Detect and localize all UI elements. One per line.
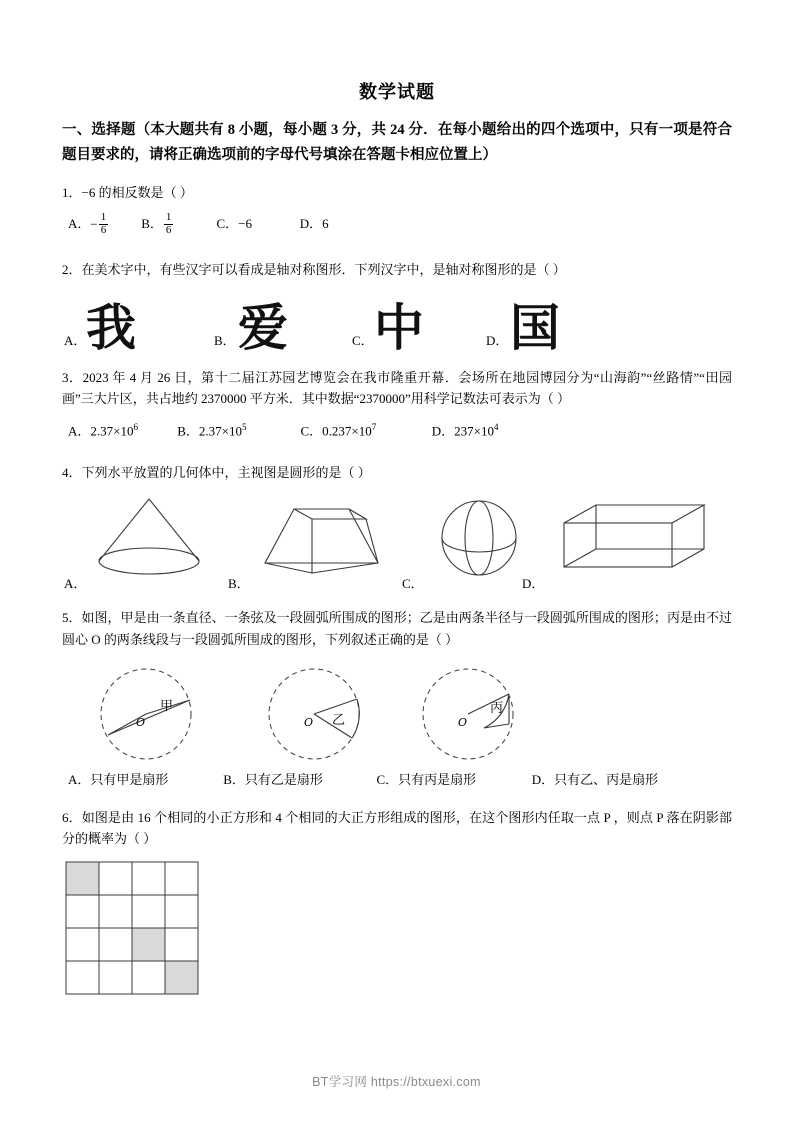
hanzi-zhong: 中 <box>374 298 424 357</box>
circle-figure-yi <box>252 662 382 766</box>
frustum-icon <box>254 497 389 577</box>
option-3-D: D．$237\times 10^4$ <box>431 421 499 438</box>
question-5-number: 5． <box>62 610 82 626</box>
question-1-options <box>62 213 732 237</box>
cuboid-icon <box>560 503 710 577</box>
option-5-B: B．只有乙是扇形 <box>223 772 323 788</box>
svg-text:丙: 丙 <box>490 701 504 717</box>
svg-text:O: O <box>458 716 468 730</box>
question-6 <box>62 807 732 850</box>
option-2-C-label: C． <box>352 332 374 348</box>
document-content <box>62 0 732 1010</box>
svg-text:O: O <box>304 716 314 730</box>
hanzi-ai: 爱 <box>238 298 288 357</box>
svg-text:甲: 甲 <box>160 699 174 715</box>
option-5-D: D．只有乙、丙是扇形 <box>531 772 659 788</box>
question-1 <box>62 182 732 203</box>
option-4-A-label: A． <box>64 576 87 592</box>
hanzi-wo: 我 <box>86 298 136 357</box>
question-4-figure <box>62 489 732 593</box>
question-2 <box>62 259 732 280</box>
question-3-number: 3． <box>62 369 83 385</box>
section-heading: 一、选择题（本大题共有 8 小题，每小题 3 分，共 24 分．在每小题给出的四个选项中，只有一项是符合题目要求的，请将正确选项前的字母代号填涂在答题卡相应位置上） <box>62 122 732 164</box>
svg-text:O: O <box>136 716 146 730</box>
question-3 <box>62 367 732 410</box>
question-5-text: 如图，甲是由一条直径、一条弦及一段圆弧所围成的图形；乙是由两条半径与一段圆弧所围成的图形；丙是由不过圆心 O 的两条线段与一段圆弧所围成的图形，下列叙述正确的是（ ） <box>62 610 732 647</box>
option-3-A: A．$2.37\times 10^6$ <box>68 421 138 438</box>
question-1-text: −6 的相反数是（ ） <box>81 184 193 200</box>
question-4-text: 下列水平放置的几何体中，主视图是圆形的是（ ） <box>81 464 371 480</box>
question-2-figure <box>62 287 732 357</box>
question-2-number: 2． <box>62 262 82 278</box>
option-2-B-label: B． <box>214 332 236 348</box>
option-4-B-label: B． <box>228 576 250 592</box>
fraction-one-sixth: $\frac{1}{6}$ <box>165 211 172 236</box>
watermark: BT学习网 https://btxuexi.com <box>312 1075 481 1089</box>
question-5-options <box>62 770 732 791</box>
question-2-text: 在美术字中，有些汉字可以看成是轴对称图形．下列汉字中，是轴对称图形的是（ ） <box>81 262 566 278</box>
option-1-D: D．6 <box>299 216 329 232</box>
option-1-A: A．− $\frac{1}{6}$ <box>68 211 107 236</box>
square-grid-icon <box>64 860 200 998</box>
circle-figure-jia <box>84 662 214 766</box>
option-1-C: C．−6 <box>216 216 253 232</box>
question-6-number: 6． <box>62 809 82 825</box>
option-2-D-label: D． <box>486 332 509 348</box>
cone-icon <box>90 493 208 579</box>
question-6-text: 如图是由 16 个相同的小正方形和 4 个相同的大正方形组成的图形，在这个图形内任取一点 P ，则点 P 落在阴影部分的概率为（ ） <box>62 809 732 847</box>
question-6-figure <box>62 860 732 1010</box>
option-3-C: C．$0.237\times 10^7$ <box>300 421 377 438</box>
option-1-B: B． $\frac{1}{6}$ <box>141 211 172 236</box>
option-2-A-label: A． <box>64 332 87 348</box>
option-5-A: A．只有甲是扇形 <box>68 772 169 788</box>
question-4 <box>62 462 732 483</box>
question-5 <box>62 607 732 650</box>
option-3-B: B．$2.37\times 10^5$ <box>177 421 247 438</box>
hanzi-guo: 国 <box>510 298 560 357</box>
svg-text:乙: 乙 <box>332 713 346 729</box>
question-5-figure <box>62 656 732 768</box>
question-3-text: 2023 年 4 月 26 日，第十二届江苏园艺博览会在我市隆重开幕．会场所在地园博园分为“山海韵”“丝路情”“田园画”三大片区，共占地约 2370000 平方米．其中数据“2370000”用科学记数法可表示为（ ） <box>62 369 732 407</box>
fraction-one-sixth-neg: $\frac{1}{6}$ <box>100 211 107 236</box>
question-4-number: 4． <box>62 464 82 480</box>
option-4-C-label: C． <box>402 576 424 592</box>
option-5-C: C．只有丙是扇形 <box>376 772 477 788</box>
option-4-D-label: D． <box>522 576 545 592</box>
circle-figure-bing <box>412 662 542 766</box>
page-title: 数学试题 <box>359 82 435 102</box>
question-3-options <box>62 420 732 442</box>
sphere-icon <box>434 497 524 579</box>
question-1-number: 1． <box>62 184 82 200</box>
